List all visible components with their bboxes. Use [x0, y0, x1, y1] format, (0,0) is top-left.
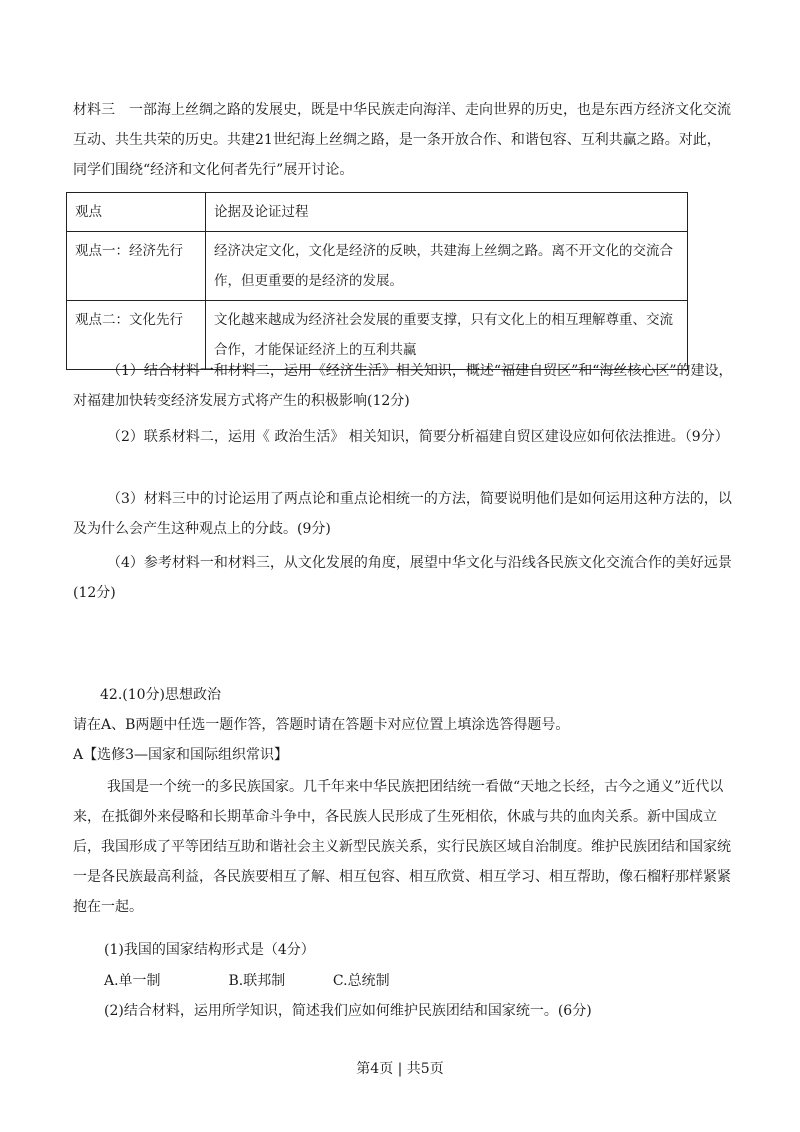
table-row [67, 232, 688, 301]
q42-sub-question-2: (2)结合材料，运用所学知识，简述我们应如何维护民族团结和国家统一。(6分) [104, 1003, 592, 1019]
argument-cell: 文化越来越成为经济社会发展的重要支撑，只有文化上的相互理解尊重、交流合作，才能保证经济上的互利共赢 [206, 301, 688, 370]
question-3: （3）材料三中的讨论运用了两点论和重点论相统一的方法，简要说明他们是如何运用这种方法的，以及为什么会产生这种观点上的分歧。(9分) [73, 491, 732, 537]
table-header-row [67, 193, 688, 232]
question-1: （1）结合材料一和材料二，运用《经济生活》相关知识，概述“福建自贸区”和“海丝核心区”的建设，对福建加快转变经济发展方式将产生的积极影响(12分) [73, 363, 733, 409]
choice-options [104, 970, 390, 992]
table-header-cell: 论据及论证过程 [206, 193, 688, 232]
q42-title: 42.(10分)思想政治 [100, 687, 222, 703]
table-header-cell: 观点 [67, 193, 206, 232]
page-footer: 第4页 | 共5页 [356, 1061, 444, 1077]
q42-instruction: 请在A、B两题中任选一题作答，答题时请在答题卡对应位置上填涂选答得题号。 [73, 717, 570, 733]
viewpoint-cell: 观点一：经济先行 [67, 232, 206, 301]
viewpoint-table [66, 192, 688, 370]
section-a-heading: A【选修3—国家和国际组织常识】 [73, 747, 289, 763]
material3-paragraph: 材料三 一部海上丝绸之路的发展史，既是中华民族走向海洋、走向世界的历史，也是东西方经济文化交流互动、共生共荣的历史。共建21世纪海上丝绸之路，是一条开放合作、和谐包容、互利共赢之路。对此，同学们围绕“经济和文化何者先行”展开讨论。 [73, 102, 731, 178]
viewpoint-cell: 观点二：文化先行 [67, 301, 206, 370]
q42-sub-question-1: (1)我国的国家结构形式是（4分） [104, 942, 315, 958]
option-a: A.单一制 [104, 973, 161, 989]
q42-passage: 我国是一个统一的多民族国家。几千年来中华民族把团结统一看做“天地之长经，古今之通义”近代以来，在抵御外来侵略和长期革命斗争中，各民族人民形成了生死相依，休戚与共的血肉关系。新中国成立后，我国形成了平等团结互助和谐社会主义新型民族关系，实行民族区域自治制度。维护民族团结和国家统一是各民族最高利益，各民族要相互了解、相互包容、相互欣赏、相互学习、相互帮助，像石榴籽那样紧紧抱在一起。 [73, 779, 731, 915]
question-2: （2）联系材料二，运用《 政治生活》 相关知识，简要分析福建自贸区建设应如何依法推进。（9分） [107, 429, 729, 445]
option-c: C.总统制 [332, 973, 390, 989]
argument-cell: 经济决定文化，文化是经济的反映，共建海上丝绸之路。离不开文化的交流合作，但更重要的是经济的发展。 [206, 232, 688, 301]
option-b: B.联邦制 [228, 973, 286, 989]
question-4: （4）参考材料一和材料三，从文化发展的角度，展望中华文化与沿线各民族文化交流合作的美好远景(12分) [73, 555, 732, 601]
